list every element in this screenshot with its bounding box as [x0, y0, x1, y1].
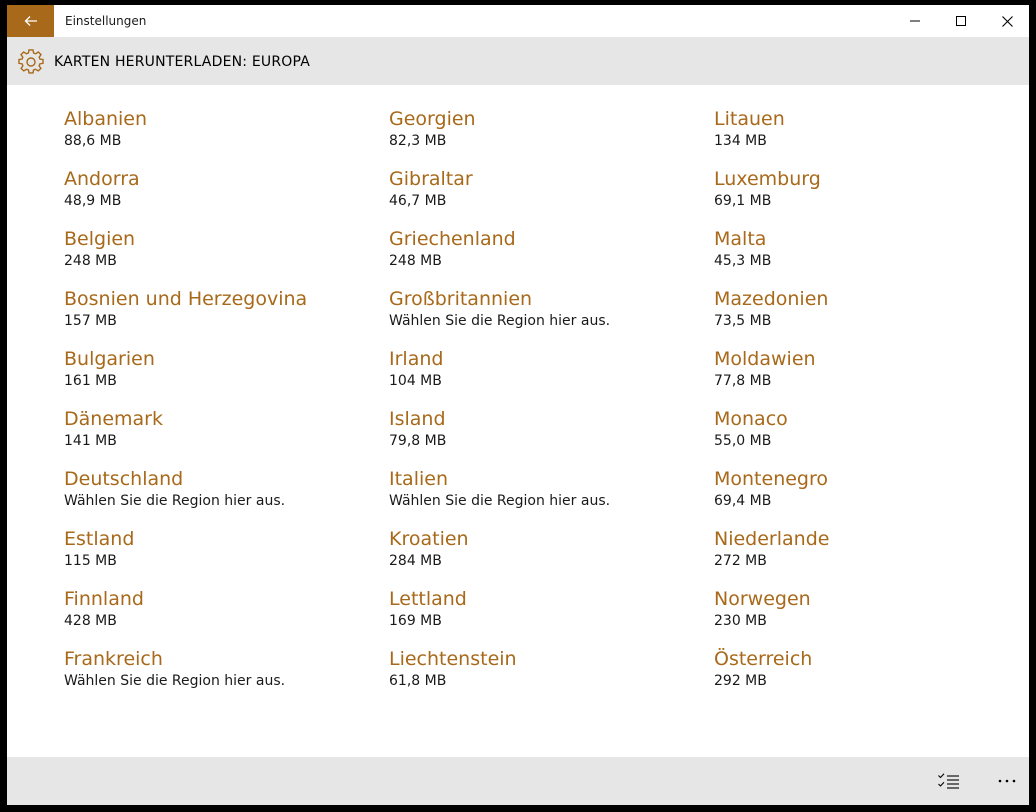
country-name: Lettland: [389, 588, 467, 610]
country-name: Moldawien: [714, 348, 816, 370]
country-name: Niederlande: [714, 528, 830, 550]
list-item[interactable]: [714, 587, 829, 647]
list-item[interactable]: [64, 287, 307, 347]
country-name: Dänemark: [64, 408, 163, 430]
country-column-1: [64, 107, 307, 707]
map-size: 82,3 MB: [389, 133, 447, 149]
list-item[interactable]: [389, 167, 610, 227]
list-item[interactable]: [389, 527, 610, 587]
country-name: Bulgarien: [64, 348, 155, 370]
country-name: Malta: [714, 228, 767, 250]
list-item[interactable]: [714, 647, 829, 707]
map-size: Wählen Sie die Region hier aus.: [64, 493, 286, 509]
country-name: Frankreich: [64, 648, 163, 670]
country-name: Finnland: [64, 588, 144, 610]
list-item[interactable]: [714, 347, 829, 407]
country-name: Italien: [389, 468, 448, 490]
map-size: 77,8 MB: [714, 373, 772, 389]
list-item[interactable]: [64, 527, 307, 587]
map-size: 46,7 MB: [389, 193, 447, 209]
map-size: 284 MB: [389, 553, 442, 569]
map-size: 134 MB: [714, 133, 767, 149]
list-item[interactable]: [64, 467, 307, 527]
list-item[interactable]: [714, 227, 829, 287]
page-header: [7, 37, 1029, 85]
multi-select-icon: [938, 773, 960, 789]
list-item[interactable]: [389, 587, 610, 647]
back-arrow-icon: [24, 15, 38, 27]
map-size: 115 MB: [64, 553, 117, 569]
map-size: 69,4 MB: [714, 493, 772, 509]
minimize-button[interactable]: [892, 5, 938, 37]
map-size: 248 MB: [64, 253, 117, 269]
country-name: Großbritannien: [389, 288, 533, 310]
back-button[interactable]: [7, 5, 54, 37]
command-bar: [7, 757, 1029, 805]
page-title: KARTEN HERUNTERLADEN: EUROPA: [54, 54, 311, 70]
list-item[interactable]: [64, 587, 307, 647]
select-button[interactable]: [929, 764, 969, 798]
country-name: Belgien: [64, 228, 136, 250]
list-item[interactable]: [389, 227, 610, 287]
country-name: Österreich: [714, 648, 813, 670]
map-size: Wählen Sie die Region hier aus.: [389, 313, 611, 329]
country-name: Bosnien und Herzegovina: [64, 288, 308, 310]
map-size: 141 MB: [64, 433, 117, 449]
list-item[interactable]: [389, 287, 610, 347]
map-size: 292 MB: [714, 673, 767, 689]
country-name: Mazedonien: [714, 288, 829, 310]
country-name: Montenegro: [714, 468, 829, 490]
country-name: Albanien: [64, 108, 148, 130]
country-name: Irland: [389, 348, 444, 370]
list-item[interactable]: [64, 107, 307, 167]
country-name: Estland: [64, 528, 135, 550]
list-item[interactable]: [64, 347, 307, 407]
list-item[interactable]: [714, 167, 829, 227]
map-size: 428 MB: [64, 613, 117, 629]
country-name: Luxemburg: [714, 168, 821, 190]
map-size: 69,1 MB: [714, 193, 772, 209]
country-name: Norwegen: [714, 588, 811, 610]
close-icon: [1002, 16, 1013, 27]
list-item[interactable]: [714, 107, 829, 167]
list-item[interactable]: [64, 407, 307, 467]
country-name: Griechenland: [389, 228, 516, 250]
country-name: Litauen: [714, 108, 785, 130]
window-title: Einstellungen: [65, 14, 147, 28]
map-size: 230 MB: [714, 613, 767, 629]
list-item[interactable]: [64, 167, 307, 227]
list-item[interactable]: [389, 347, 610, 407]
close-button[interactable]: [984, 5, 1029, 37]
list-item[interactable]: [714, 527, 829, 587]
map-size: 161 MB: [64, 373, 117, 389]
country-name: Monaco: [714, 408, 788, 430]
country-name: Island: [389, 408, 446, 430]
list-item[interactable]: [389, 647, 610, 707]
map-size: 45,3 MB: [714, 253, 772, 269]
list-item[interactable]: [64, 227, 307, 287]
map-size: 169 MB: [389, 613, 442, 629]
map-size: 157 MB: [64, 313, 117, 329]
maximize-button[interactable]: [938, 5, 984, 37]
country-name: Liechtenstein: [389, 648, 517, 670]
map-size: 248 MB: [389, 253, 442, 269]
map-size: 73,5 MB: [714, 313, 772, 329]
map-size: Wählen Sie die Region hier aus.: [64, 673, 286, 689]
map-size: 55,0 MB: [714, 433, 772, 449]
more-icon: [998, 779, 1016, 783]
settings-window: [7, 5, 1029, 805]
map-size: 272 MB: [714, 553, 767, 569]
country-name: Kroatien: [389, 528, 469, 550]
title-bar: [7, 5, 1029, 37]
map-size: 88,6 MB: [64, 133, 122, 149]
country-name: Andorra: [64, 168, 140, 190]
list-item[interactable]: [714, 287, 829, 347]
country-name: Deutschland: [64, 468, 184, 490]
list-item[interactable]: [389, 467, 610, 527]
map-size: 79,8 MB: [389, 433, 447, 449]
list-item[interactable]: [64, 647, 307, 707]
map-size: 61,8 MB: [389, 673, 447, 689]
list-item[interactable]: [389, 107, 610, 167]
minimize-icon: [910, 16, 920, 26]
list-item[interactable]: [714, 407, 829, 467]
gear-icon: [18, 49, 44, 75]
country-column-2: [389, 107, 610, 707]
country-name: Georgien: [389, 108, 476, 130]
country-column-3: [714, 107, 829, 707]
list-item[interactable]: [389, 407, 610, 467]
map-size: 104 MB: [389, 373, 442, 389]
list-item[interactable]: [714, 467, 829, 527]
maximize-icon: [956, 16, 966, 26]
more-button[interactable]: [987, 764, 1027, 798]
country-name: Gibraltar: [389, 168, 473, 190]
map-size: Wählen Sie die Region hier aus.: [389, 493, 611, 509]
map-size: 48,9 MB: [64, 193, 122, 209]
country-list: [7, 85, 1029, 757]
